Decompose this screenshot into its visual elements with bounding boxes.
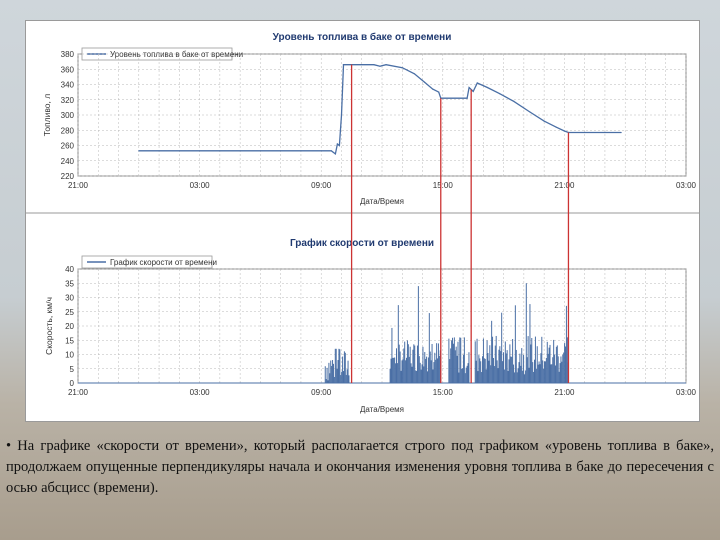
fuel-y-tick-label: 260	[60, 141, 74, 151]
fuel-data-point	[341, 114, 342, 115]
fuel-data-point	[331, 150, 332, 151]
speed-x-tick-label: 03:00	[675, 388, 697, 397]
speed-y-tick-label: 35	[65, 279, 74, 289]
fuel-data-point	[556, 127, 557, 128]
fuel-data-point	[487, 87, 488, 88]
speed-chart	[44, 237, 697, 414]
charts-frame	[25, 20, 700, 422]
fuel-data-point	[339, 145, 340, 146]
fuel-data-point	[335, 153, 336, 154]
fuel-y-tick-label: 360	[60, 65, 74, 75]
fuel-y-tick-label: 220	[60, 172, 74, 181]
speed-y-tick-label: 10	[65, 350, 74, 360]
speed-y-tick-label: 15	[65, 336, 74, 346]
fuel-x-tick-label: 03:00	[189, 181, 210, 190]
speed-chart-title: График скорости от времени	[289, 238, 435, 249]
speed-x-tick-label: 21:00	[67, 388, 89, 397]
speed-x-tick-label: 15:00	[432, 388, 453, 397]
fuel-x-tick-label: 03:00	[675, 181, 697, 190]
fuel-chart	[42, 31, 697, 206]
speed-y-tick-label: 40	[65, 265, 74, 274]
fuel-chart-title: Уровень топлива в баке от времени	[272, 32, 452, 43]
fuel-data-point	[424, 82, 425, 83]
fuel-data-point	[385, 64, 386, 65]
speed-y-tick-label: 25	[65, 307, 74, 317]
fuel-data-point	[544, 121, 545, 122]
speed-x-tick-label: 09:00	[311, 388, 332, 397]
fuel-y-tick-label: 280	[60, 126, 74, 136]
fuel-x-tick-label: 09:00	[311, 181, 332, 190]
fuel-legend-label: Уровень топлива в баке от времени	[110, 50, 244, 59]
fuel-y-tick-label: 340	[60, 80, 74, 90]
fuel-data-point	[477, 82, 478, 83]
charts-svg	[26, 21, 699, 421]
speed-x-tick-label: 21:00	[554, 388, 575, 397]
fuel-x-axis-label: Дата/Время	[359, 197, 405, 206]
fuel-data-point	[343, 64, 344, 65]
caption-text: • На графике «скорости от времени», который располагается строго под графиком «уровень топлива в баке», продолжаем опущенные перпендикуляры начала и окончания изменения уровня топлива в баке до пересечения с осью абсцисс (времени).	[6, 438, 714, 496]
fuel-y-tick-label: 240	[60, 156, 74, 166]
fuel-x-tick-label: 15:00	[432, 181, 453, 190]
speed-y-axis-label: Скорость, км/ч	[44, 297, 54, 355]
fuel-data-point	[499, 93, 500, 94]
fuel-data-point	[469, 87, 470, 88]
fuel-data-point	[337, 143, 338, 144]
fuel-data-point	[414, 73, 415, 74]
speed-y-tick-label: 20	[65, 322, 74, 331]
fuel-x-tick-label: 21:00	[67, 181, 89, 190]
fuel-y-tick-label: 380	[60, 50, 74, 59]
fuel-y-tick-label: 320	[60, 95, 74, 105]
fuel-y-axis-label: Топливо, л	[42, 93, 52, 137]
speed-y-tick-label: 5	[69, 364, 74, 374]
fuel-y-tick-label: 300	[60, 111, 74, 120]
fuel-data-point	[564, 130, 565, 131]
speed-x-tick-label: 03:00	[189, 388, 210, 397]
fuel-data-point	[621, 132, 622, 133]
speed-legend-label: График скорости от времени	[110, 258, 217, 267]
fuel-data-point	[529, 111, 530, 112]
speed-y-tick-label: 0	[69, 379, 74, 388]
fuel-data-point	[467, 98, 468, 99]
fuel-data-point	[473, 91, 474, 92]
fuel-data-point	[513, 101, 514, 102]
fuel-x-tick-label: 21:00	[554, 181, 575, 190]
speed-x-axis-label: Дата/Время	[359, 405, 405, 414]
fuel-data-point	[379, 66, 380, 67]
fuel-data-point	[373, 64, 374, 65]
fuel-data-point	[138, 150, 139, 151]
fuel-data-point	[402, 67, 403, 68]
speed-y-tick-label: 30	[65, 293, 74, 303]
fuel-data-point	[432, 88, 433, 89]
fuel-data-point	[438, 92, 439, 93]
